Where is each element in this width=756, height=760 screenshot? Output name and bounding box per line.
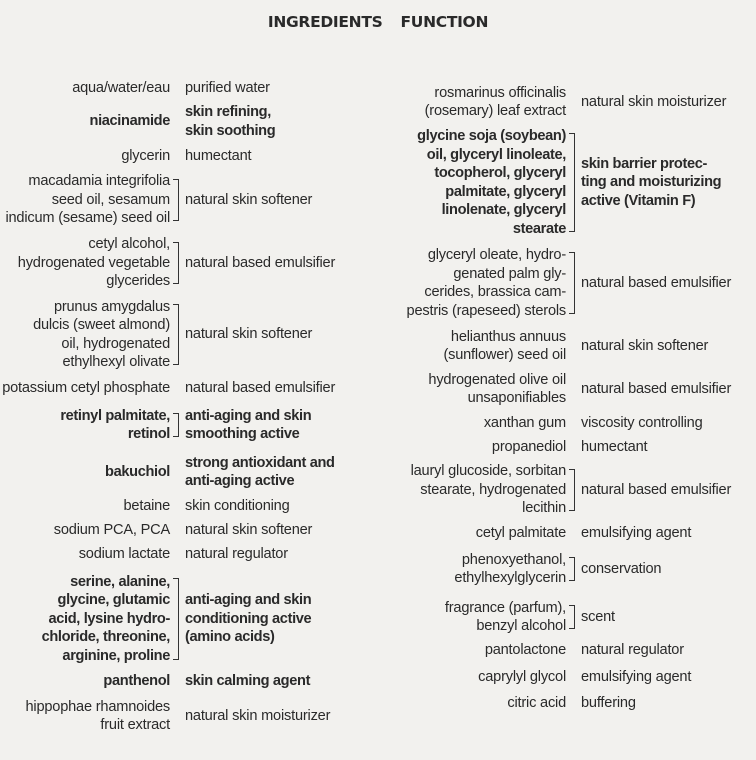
ingredient-row [398, 245, 756, 321]
ingredient-name: macadamia integrifolia seed oil, sesamum indicum (sesame) seed oil [5, 173, 170, 227]
ingredient-name: betaine [123, 498, 170, 515]
ingredient-name: hippophae rhamnoides fruit extract [25, 698, 170, 733]
ingredient-function: natural skin softener [185, 326, 313, 343]
group-bracket [173, 235, 183, 291]
ingredient-row [0, 79, 365, 98]
ingredient-name: sodium PCA, PCA [53, 522, 170, 539]
ingredient-function: skin conditioning [185, 498, 290, 515]
ingredient-name: hydrogenated olive oil unsaponifiables [428, 371, 566, 406]
ingredient-function: purified water [185, 80, 270, 97]
ingredient-row [0, 379, 365, 398]
ingredients-heading: INGREDIENTS [267, 13, 383, 31]
ingredient-name: cetyl palmitate [475, 525, 566, 542]
ingredient-function: scent [581, 608, 615, 625]
ingredient-row [398, 462, 756, 518]
ingredient-name: rosmarinus officinalis (rosemary) leaf extract [424, 84, 566, 119]
group-bracket [173, 297, 183, 372]
ingredient-function: skin calming agent [185, 673, 311, 690]
ingredient-name: pantolactone [484, 642, 566, 659]
ingredient-function: natural based emulsifier [185, 254, 336, 271]
ingredient-function: natural skin softener [581, 337, 709, 354]
ingredient-function: natural based emulsifier [581, 274, 732, 291]
group-bracket [569, 550, 579, 588]
ingredient-function: viscosity controlling [581, 415, 703, 432]
ingredient-function: emulsifying agent [581, 525, 692, 542]
ingredient-row [0, 497, 365, 516]
ingredient-name: serine, alanine, glycine, glutamic acid, lysine hydro- chloride, threonine, arginine, proline [41, 573, 170, 664]
group-bracket [569, 245, 579, 321]
ingredient-row [0, 545, 365, 564]
ingredient-name: prunus amygdalus dulcis (sweet almond) oil, hydrogenated ethylhexyl olivate [33, 298, 170, 370]
ingredient-function: natural skin softener [185, 522, 313, 539]
ingredient-name: citric acid [507, 695, 566, 712]
ingredient-name: glycine soja (soybean) oil, glyceryl linoleate, tocopherol, glyceryl palmitate, glyceryl linolenate, glyceryl stearate [417, 128, 566, 237]
ingredient-row [0, 571, 365, 667]
ingredient-row [398, 126, 756, 239]
ingredient-name: glyceryl oleate, hydro- genated palm gly- cerides, brassica cam- pestris (rapeseed) sterols [406, 247, 566, 319]
ingredient-function: anti-aging and skin smoothing active [185, 407, 312, 442]
ingredient-name: lauryl glucoside, sorbitan stearate, hydrogenated lecithin [410, 463, 566, 517]
ingredient-row [0, 103, 365, 140]
ingredient-function: natural skin softener [185, 191, 313, 208]
ingredient-row [398, 694, 756, 713]
ingredient-row [0, 172, 365, 228]
ingredient-function: natural regulator [581, 642, 684, 659]
group-bracket [569, 462, 579, 518]
ingredient-function: buffering [581, 695, 636, 712]
ingredient-row [398, 327, 756, 365]
ingredient-name: cetyl alcohol, hydrogenated vegetable glycerides [17, 236, 170, 290]
group-bracket [173, 406, 183, 444]
ingredient-row [0, 406, 365, 444]
group-bracket [173, 172, 183, 228]
ingredient-row [0, 697, 365, 735]
ingredient-function: humectant [185, 148, 252, 165]
ingredient-name: xanthan gum [483, 415, 566, 432]
table-header [0, 13, 756, 31]
ingredient-name: bakuchiol [105, 463, 170, 480]
ingredient-name: propanediol [491, 439, 566, 456]
ingredient-row [0, 235, 365, 291]
group-bracket [173, 571, 183, 667]
ingredient-row [398, 83, 756, 121]
ingredient-function: humectant [581, 439, 648, 456]
ingredient-name: phenoxyethanol, ethylhexylglycerin [454, 551, 566, 586]
ingredient-function: natural based emulsifier [581, 380, 732, 397]
ingredient-row [398, 524, 756, 543]
ingredient-function: natural skin moisturizer [581, 93, 727, 110]
ingredient-row [398, 598, 756, 636]
group-bracket [569, 598, 579, 636]
ingredient-row [0, 521, 365, 540]
ingredient-row [0, 672, 365, 691]
ingredient-name: potassium cetyl phosphate [2, 380, 170, 397]
ingredient-row [0, 453, 365, 491]
ingredient-row [0, 297, 365, 372]
ingredient-function: skin barrier protec- ting and moisturizing active (Vitamin F) [581, 155, 722, 209]
ingredient-name: niacinamide [89, 113, 170, 130]
ingredient-function: natural skin moisturizer [185, 707, 331, 724]
ingredient-function: anti-aging and skin conditioning active (amino acids) [185, 592, 312, 646]
ingredient-name: glycerin [121, 148, 170, 165]
ingredient-function: natural regulator [185, 546, 288, 563]
ingredient-function: strong antioxidant and anti-aging active [185, 454, 335, 489]
ingredient-row [398, 370, 756, 408]
ingredient-function: natural based emulsifier [581, 481, 732, 498]
ingredient-name: aqua/water/eau [72, 80, 170, 97]
function-heading: FUNCTION [400, 13, 489, 31]
ingredient-name: fragrance (parfum), benzyl alcohol [444, 599, 566, 634]
group-bracket [569, 126, 579, 239]
ingredient-name: helianthus annuus (sunflower) seed oil [443, 328, 566, 363]
ingredient-row [398, 414, 756, 433]
ingredient-row [398, 668, 756, 687]
ingredient-name: caprylyl glycol [478, 669, 566, 686]
ingredient-function: emulsifying agent [581, 669, 692, 686]
ingredient-name: sodium lactate [78, 546, 170, 563]
ingredient-name: panthenol [103, 673, 170, 690]
ingredient-function: skin refining, skin soothing [185, 104, 276, 139]
ingredient-row [0, 147, 365, 166]
ingredient-row [398, 438, 756, 457]
ingredient-function: conservation [581, 560, 662, 577]
ingredient-row [398, 550, 756, 588]
ingredient-name: retinyl palmitate, retinol [60, 407, 170, 442]
ingredient-row [398, 641, 756, 660]
ingredient-function: natural based emulsifier [185, 380, 336, 397]
